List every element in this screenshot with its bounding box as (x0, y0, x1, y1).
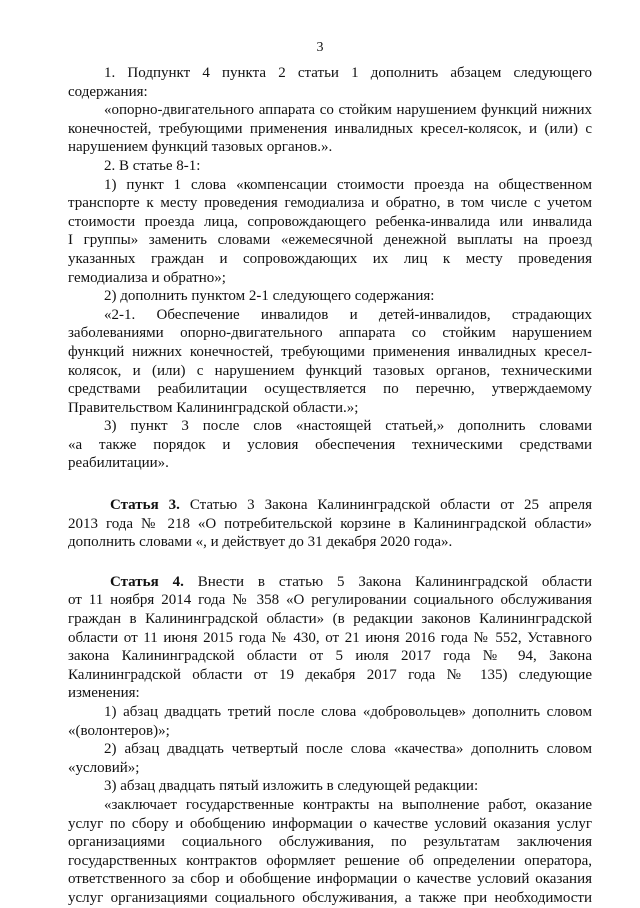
quote-line: «заключает государственные контракты на выполнение работ, оказание (104, 796, 592, 813)
quote-line: ответственного за сбор и обобщение информации о качестве условий оказания (68, 871, 592, 888)
quote-line: организациями социального обслуживания, по результатам заключения (68, 834, 592, 851)
article-4-l2: граждан в Калининградской области» (в редакции законов Калининградской (68, 611, 592, 628)
article-4-line (68, 591, 592, 610)
text-line: I группы» заменить словами «ежемесячной денежной выплаты на проезд (68, 232, 592, 249)
text-line: 2) дополнить пунктом 2-1 следующего содержания: (104, 288, 435, 305)
text-line: гемодиализа и обратно»; (68, 269, 226, 286)
paragraph-1-cont: содержания: (68, 83, 148, 100)
document-body (68, 64, 592, 908)
quote-line: государственных контрактов оформляет решение об определении оператора, (68, 852, 592, 869)
article-4-line (68, 573, 592, 592)
text-line: указанных граждан и сопровождающих их лиц к месту проведения (68, 250, 592, 267)
spacer (68, 473, 592, 496)
article-4-l3: области от 11 июня 2015 года № 430, от 21 июня 2016 года № 552, Уставного (68, 629, 592, 646)
text-line: 1) пункт 1 слова «компенсации стоимости проезда на общественном (104, 176, 592, 193)
section-heading: 2. В статье 8-1: (104, 157, 201, 174)
article-4-line (68, 666, 592, 685)
text-line: реабилитации». (68, 455, 169, 472)
quote-line: услуг по сбору и обобщению информации о качестве условий оказания услуг (68, 815, 592, 832)
spacer (68, 552, 592, 573)
article-4-label: Статья 4. (110, 573, 184, 590)
quote-line: конечностей, требующими применения инвалидных кресел-колясок, и (или) с (68, 120, 592, 137)
article-3-label: Статья 3. (110, 497, 180, 514)
page-number: 3 (316, 40, 324, 55)
text-line: функций нижних конечностей, требующими применения инвалидных кресел- (68, 343, 592, 360)
article-4-line (68, 610, 592, 629)
article-3-line: 2013 года № 218 «О потребительской корзине в Калининградской области» (68, 515, 592, 532)
text-line: транспорте к месту проведения гемодиализа и обратно, в том числе с учетом (68, 195, 592, 212)
article-4-l6: изменения: (68, 685, 140, 702)
quote-line: услуг организациями социального обслуживания, а также при необходимости (68, 889, 592, 906)
text-line: «(волонтеров)»; (68, 722, 170, 739)
article-4-l5: Калининградской области от 19 декабря 2017 года № 135) следующие (68, 666, 592, 683)
text-line: «условий»; (68, 759, 140, 776)
article-4-line (68, 629, 592, 648)
article-4-l4: закона Калининградской области от 5 июля 2017 года № 94, Закона (68, 648, 592, 665)
article-4-l1: от 11 ноября 2014 года № 358 «О регулировании социального обслуживания (68, 592, 592, 609)
article-4-line (68, 684, 592, 703)
paragraph-1: 1. Подпункт 4 пункта 2 статьи 1 дополнить абзацем следующего (104, 65, 592, 81)
text-line: 3) абзац двадцать пятый изложить в следующей редакции: (104, 778, 479, 795)
text-line: 3) пункт 3 после слов «настоящей статьей,» дополнить словами (104, 418, 592, 435)
text-line: 1) абзац двадцать третий после слова «добровольцев» дополнить словом (104, 704, 592, 720)
text-line: стоимости проезда лица, сопровождающего ребенка-инвалида или инвалида (68, 213, 592, 230)
quote-line: нарушением функций тазовых органов.». (68, 139, 333, 156)
text-line: «2-1. Обеспечение инвалидов и детей-инвалидов, страдающих (104, 306, 592, 323)
text-line: «а также порядок и условия обеспечения техническими средствами (68, 436, 592, 453)
text-line: средствами реабилитации осуществляется по перечню, утверждаемому (68, 381, 592, 398)
article-3-line: Статья 3. Статью 3 Закона Калининградской области от 25 апреля (110, 497, 592, 514)
quote-line: «опорно-двигательного аппарата со стойким нарушением функций нижних (104, 102, 592, 119)
text-line: заболеваниями опорно-двигательного аппарата со стойким нарушением (68, 325, 592, 342)
text-line: колясок, и (или) с нарушением функций тазовых органов, техническими (68, 362, 592, 379)
article-4-line (68, 647, 592, 666)
text-line: 2) абзац двадцать четвертый после слова «качества» дополнить словом (104, 741, 592, 758)
article-3-line: дополнить словами «, и действует до 31 декабря 2020 года». (68, 534, 453, 551)
text-line: Правительством Калининградской области.»; (68, 399, 359, 416)
article-4-l0: Внести в статью 5 Закона Калининградской области (183, 573, 592, 590)
